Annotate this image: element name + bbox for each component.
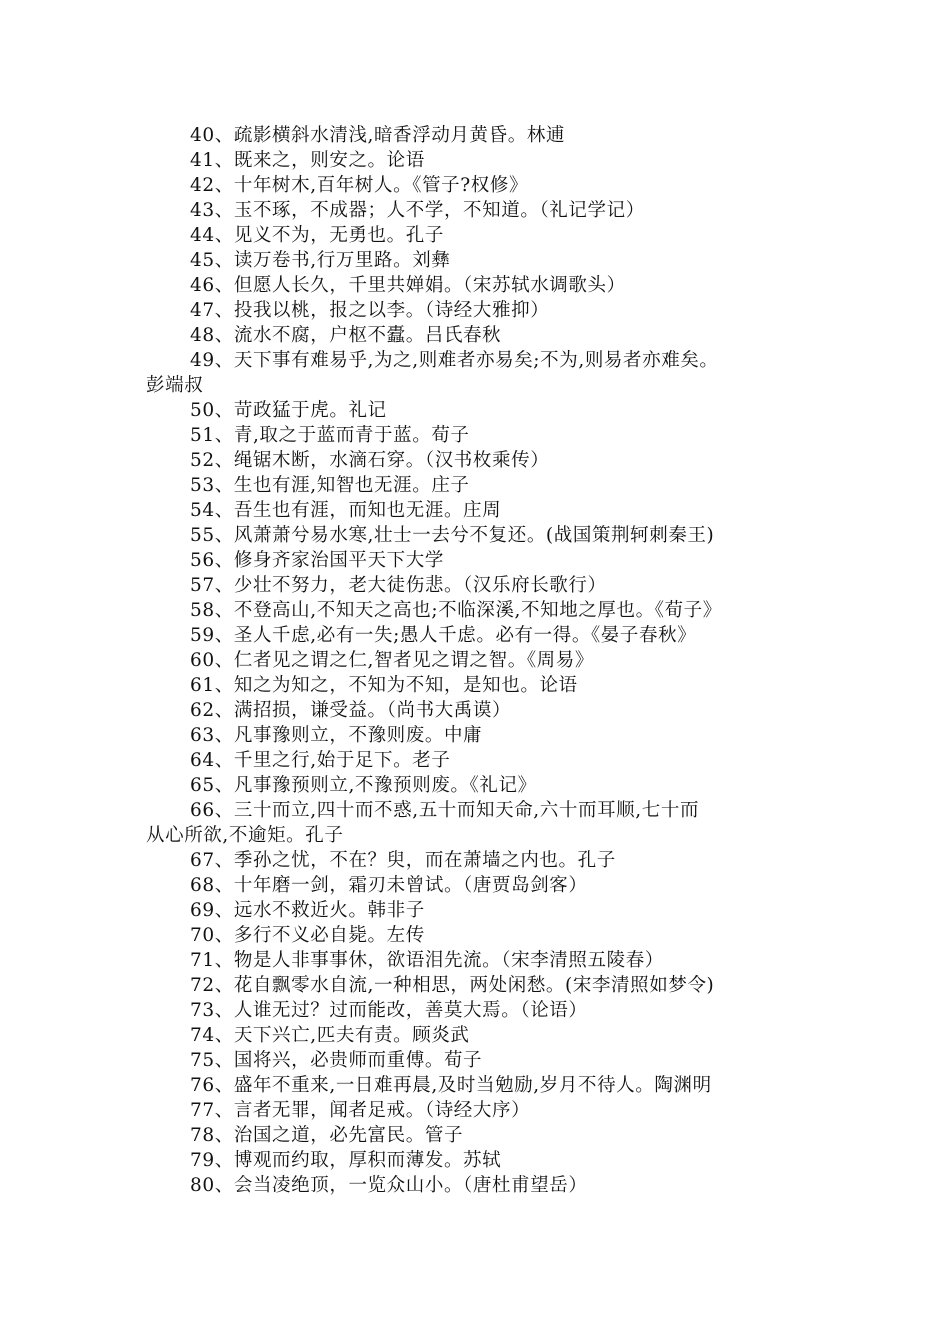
quote-line: 53、生也有涯,知智也无涯。庄子 <box>190 475 470 496</box>
quote-line: 48、流水不腐，户枢不蠹。吕氏春秋 <box>190 325 502 346</box>
quote-line: 57、少壮不努力，老大徒伤悲。（汉乐府长歌行） <box>190 575 607 596</box>
quote-line: 58、不登高山,不知天之高也;不临深溪,不知地之厚也。《荀子》 <box>190 600 722 621</box>
quote-line: 50、苛政猛于虎。礼记 <box>190 400 387 421</box>
quote-line: 71、物是人非事事休，欲语泪先流。（宋李清照五陵春） <box>190 950 664 971</box>
quote-line: 76、盛年不重来,一日难再晨,及时当勉励,岁月不待人。陶渊明 <box>190 1075 712 1096</box>
quote-line: 46、但愿人长久，千里共婵娟。（宋苏轼水调歌头） <box>190 275 626 296</box>
quote-line: 47、投我以桃，报之以李。（诗经大雅抑） <box>190 300 550 321</box>
quote-line: 52、绳锯木断，水滴石穿。（汉书枚乘传） <box>190 450 550 471</box>
quote-line: 45、读万卷书,行万里路。刘彝 <box>190 250 451 271</box>
quote-line: 56、修身齐家治国平天下大学 <box>190 550 444 571</box>
quote-line: 80、会当凌绝顶，一览众山小。（唐杜甫望岳） <box>190 1175 588 1196</box>
quote-line: 67、季孙之忧，不在？臾，而在萧墙之内也。孔子 <box>190 850 616 871</box>
quote-line-continuation: 从心所欲,不逾矩。孔子 <box>146 825 344 846</box>
quote-line-continuation: 彭端叔 <box>146 375 204 396</box>
quote-line: 42、十年树木,百年树人。《管子?权修》 <box>190 175 529 196</box>
quote-line: 40、疏影横斜水清浅,暗香浮动月黄昏。林逋 <box>190 125 566 146</box>
quote-line: 54、吾生也有涯，而知也无涯。庄周 <box>190 500 502 521</box>
quote-line: 74、天下兴亡,匹夫有责。顾炎武 <box>190 1025 470 1046</box>
quote-line: 66、三十而立,四十而不惑,五十而知天命,六十而耳顺,七十而 <box>190 800 700 821</box>
quote-line: 72、花自飘零水自流,一种相思，两处闲愁。(宋李清照如梦令) <box>190 975 715 996</box>
quote-line: 69、远水不救近火。韩非子 <box>190 900 425 921</box>
quote-line: 51、青,取之于蓝而青于蓝。荀子 <box>190 425 470 446</box>
quote-line: 62、满招损，谦受益。（尚书大禹谟） <box>190 700 512 721</box>
quote-line: 65、凡事豫预则立,不豫预则废。《礼记》 <box>190 775 537 796</box>
quote-line: 64、千里之行,始于足下。老子 <box>190 750 451 771</box>
quote-line: 78、治国之道，必先富民。管子 <box>190 1125 464 1146</box>
quote-line: 41、既来之，则安之。论语 <box>190 150 425 171</box>
quote-line: 77、言者无罪，闻者足戒。（诗经大序） <box>190 1100 531 1121</box>
quote-line: 61、知之为知之，不知为不知，是知也。论语 <box>190 675 578 696</box>
quote-line: 75、国将兴，必贵师而重傅。荀子 <box>190 1050 483 1071</box>
quote-line: 63、凡事豫则立，不豫则废。中庸 <box>190 725 483 746</box>
quote-line: 43、玉不琢，不成器；人不学，不知道。（礼记学记） <box>190 200 645 221</box>
quote-line: 44、见义不为，无勇也。孔子 <box>190 225 444 246</box>
quote-line: 60、仁者见之谓之仁,智者见之谓之智。《周易》 <box>190 650 594 671</box>
quote-line: 59、圣人千虑,必有一失;愚人千虑。必有一得。《晏子春秋》 <box>190 625 697 646</box>
quote-line: 70、多行不义必自毙。左传 <box>190 925 425 946</box>
quote-line: 79、博观而约取，厚积而薄发。苏轼 <box>190 1150 502 1171</box>
quote-line: 49、天下事有难易乎,为之,则难者亦易矣;不为,则易者亦难矣。 <box>190 350 719 371</box>
quote-line: 68、十年磨一剑，霜刃未曾试。（唐贾岛剑客） <box>190 875 588 896</box>
quote-line: 55、风萧萧兮易水寒,壮士一去兮不复还。(战国策荆轲刺秦王) <box>190 525 715 546</box>
quote-line: 73、人谁无过？过而能改，善莫大焉。（论语） <box>190 1000 588 1021</box>
document-body <box>146 123 836 1198</box>
